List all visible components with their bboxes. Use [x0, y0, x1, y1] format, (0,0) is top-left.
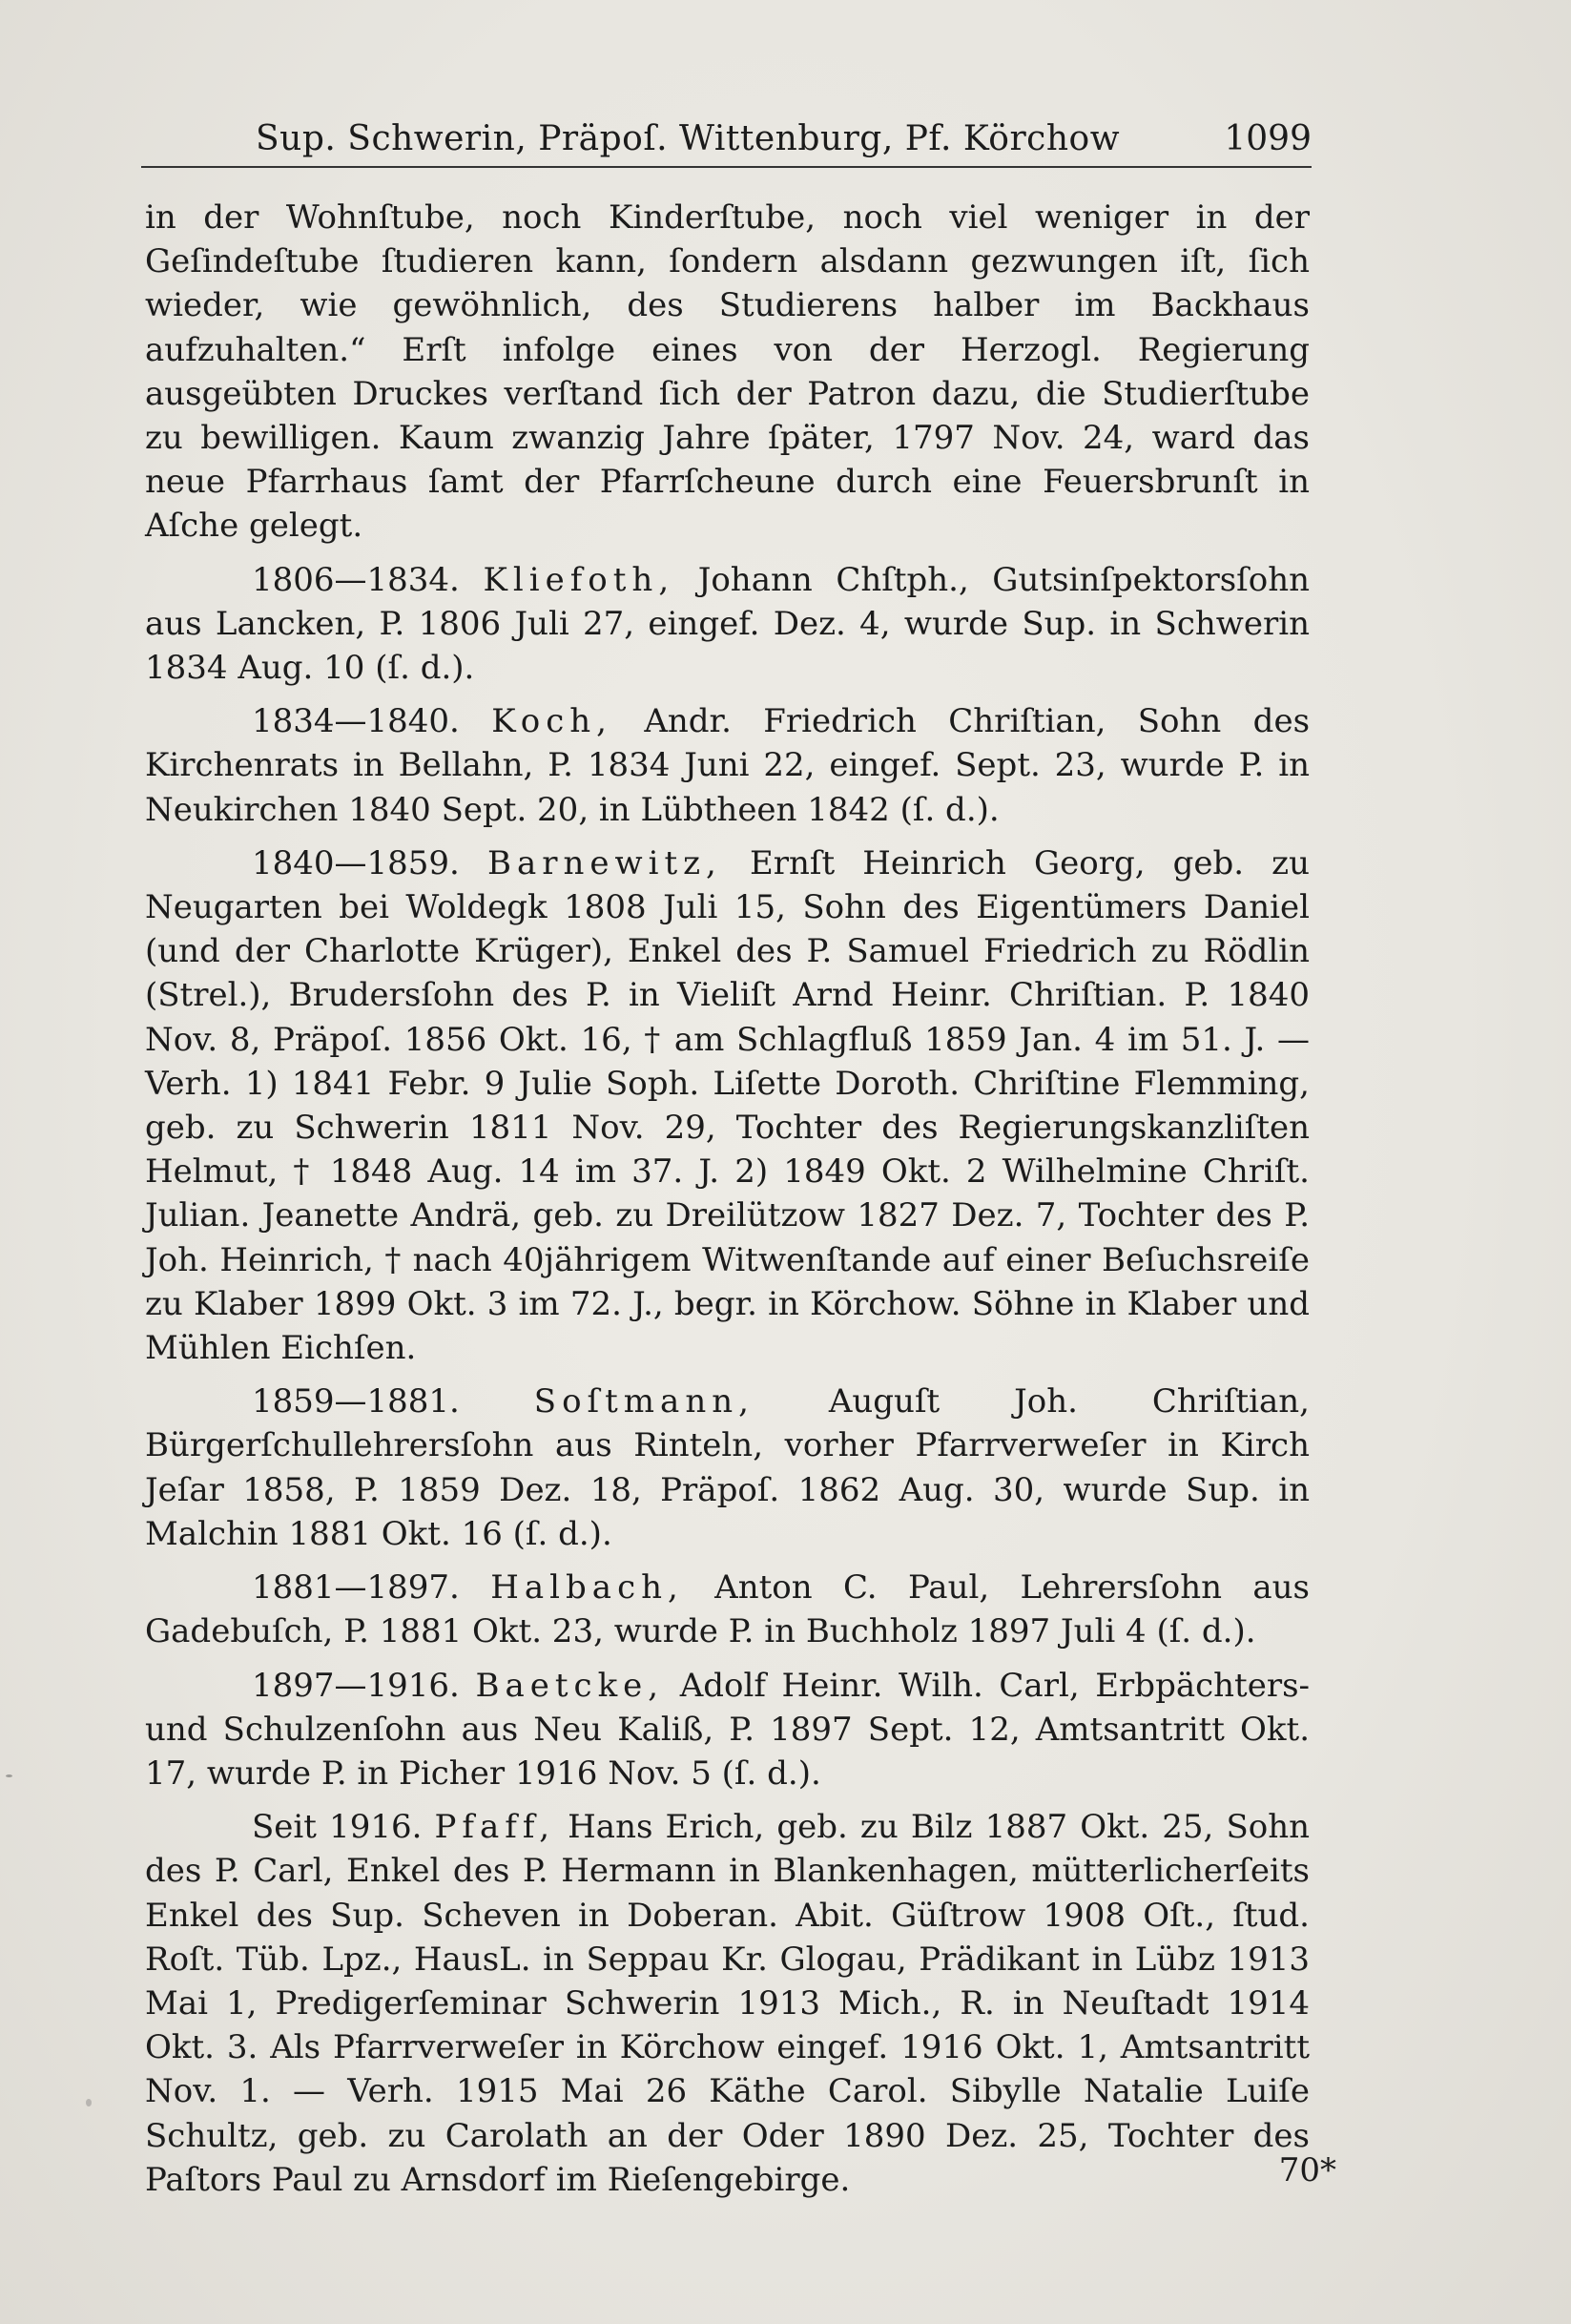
entry-text: Johann Chſtph., Gutsinſpektorsſohn aus Lancken, P. 1806 Juli 27, eingef. Dez. 4, wurde Sup. in Schwerin 1834 Aug. 10 (ſ. d.). — [145, 560, 1311, 688]
entry-years: 1859—1881. — [252, 1382, 460, 1421]
entry-text: Anton C. Paul, Lehrersſohn aus Gadebuſch, P. 1881 Okt. 23, wurde P. in Buchholz 1897 Juli 4 (ſ. d.). — [145, 1568, 1310, 1651]
entry-name: Pfaff, — [434, 1808, 556, 1847]
page-number: 1099 — [1224, 119, 1312, 158]
pastor-entry — [145, 1566, 1310, 1653]
entry-name: Baetcke, — [475, 1666, 665, 1705]
pastor-entry — [145, 841, 1310, 1370]
header-title: Sup. Schwerin, Präpoſ. Wittenburg, Pf. Körchow — [256, 119, 1121, 158]
entry-years: 1897—1916. — [252, 1666, 460, 1705]
pastor-entry — [145, 699, 1310, 832]
pastor-entry — [145, 1805, 1310, 2202]
paragraph-text: in der Wohnſtube, noch Kinderſtube, noch viel weniger in der Geſindeſtube ſtudieren kann, ſondern alsdann gezwungen iſt, ſich wieder, wie gewöhnlich, des Studierens halber im Backhaus aufzuhalten.“ Erſt infolge eines von der Herzogl. Regierung ausgeübten Druckes verſtand ſich der Patron dazu, die Studierſtube zu bewilligen. Kaum zwanzig Jahre ſpäter, 1797 Nov. 24, ward das neue Pfarrhaus ſamt der Pfarrſcheune durch eine Feuersbrunſt in Aſche gelegt. — [145, 198, 1310, 546]
entry-name: Barnewitz, — [486, 843, 722, 882]
entry-name: Halbach, — [490, 1568, 684, 1608]
entry-years: 1881—1897. — [252, 1568, 460, 1608]
entry-name: Koch, — [491, 702, 612, 741]
pastor-entry — [145, 558, 1310, 691]
entry-years: 1840—1859. — [252, 843, 460, 882]
scan-speck — [86, 2099, 92, 2106]
pastor-entry — [145, 1380, 1310, 1556]
entry-years: 1834—1840. — [252, 702, 460, 741]
body-text — [145, 196, 1310, 2211]
paragraph-continuation — [145, 196, 1310, 549]
entry-text: Hans Erich, geb. zu Bilz 1887 Okt. 25, Sohn des P. Carl, Enkel des P. Hermann in Blankenhagen, mütterlicherſeits Enkel des Sup. Scheven in Doberan. Abit. Güſtrow 1908 Oſt., ſtud. Roſt. Tüb. Lpz., HausL. in Seppau Kr. Glogau, Prädikant in Lübz 1913 Mai 1, Predigerſeminar Schwerin 1913 Mich., R. in Neuſtadt 1914 Okt. 3. Als Pfarrverweſer in Körchow eingef. 1916 Okt. 1, Amtsantritt Nov. 1. — Verh. 1915 Mai 26 Käthe Carol. Sibylle Natalie Luiſe Schultz, geb. zu Carolath an der Oder 1890 Dez. 25, Tochter des Paſtors Paul zu Arnsdorf im Rieſengebirge. — [145, 1808, 1311, 2199]
running-header — [141, 107, 1312, 168]
entry-years: 1806—1834. — [252, 560, 460, 599]
entry-text: Ernſt Heinrich Georg, geb. zu Neugarten bei Woldegk 1808 Juli 15, Sohn des Eigentümers Daniel (und der Charlotte Krüger), Enkel des P. Samuel Friedrich zu Rödlin (Strel.), Brudersſohn des P. in Vieliſt Arnd Heinr. Chriſtian. P. 1840 Nov. 8, Präpoſ. 1856 Okt. 16, † am Schlagfluß 1859 Jan. 4 im 51. J. — Verh. 1) 1841 Febr. 9 Julie Soph. Liſette Doroth. Chriſtine Flemming, geb. zu Schwerin 1811 Nov. 29, Tochter des Regierungskanzliſten Helmut, † 1848 Aug. 14 im 37. J. 2) 1849 Okt. 2 Wilhelmine Chriſt. Julian. Jeanette Andrä, geb. zu Dreilützow 1827 Dez. 7, Tochter des P. Joh. Heinrich, † nach 40jährigem Witwenſtande auf einer Beſuchsreiſe zu Klaber 1899 Okt. 3 im 72. J., begr. in Körchow. Söhne in Klaber und Mühlen Eichſen. — [145, 843, 1310, 1368]
scan-speck — [6, 1774, 12, 1777]
entry-text: Adolf Heinr. Wilh. Carl, Erbpächters- und Schulzenſohn aus Neu Kaliß, P. 1897 Sept. 12, Amtsantritt Okt. 17, wurde P. in Picher 1916 Nov. 5 (ſ. d.). — [145, 1666, 1311, 1793]
entry-text: Andr. Friedrich Chriſtian, Sohn des Kirchenrats in Bellahn, P. 1834 Juni 22, eingef. Sept. 23, wurde P. in Neukirchen 1840 Sept. 20, in Lübtheen 1842 (ſ. d.). — [145, 702, 1311, 829]
signature-mark: 70* — [1278, 2151, 1336, 2189]
entry-name: Soſtmann, — [533, 1382, 754, 1421]
entry-text: Auguſt Joh. Chriſtian, Bürgerſchullehrersſohn aus Rinteln, vorher Pfarrverweſer in Kirch Jeſar 1858, P. 1859 Dez. 18, Präpoſ. 1862 Aug. 30, wurde Sup. in Malchin 1881 Okt. 16 (ſ. d.). — [145, 1382, 1310, 1553]
pastor-entry — [145, 1664, 1310, 1796]
entry-years: Seit 1916. — [252, 1808, 423, 1847]
entry-name: Kliefoth, — [483, 560, 675, 599]
